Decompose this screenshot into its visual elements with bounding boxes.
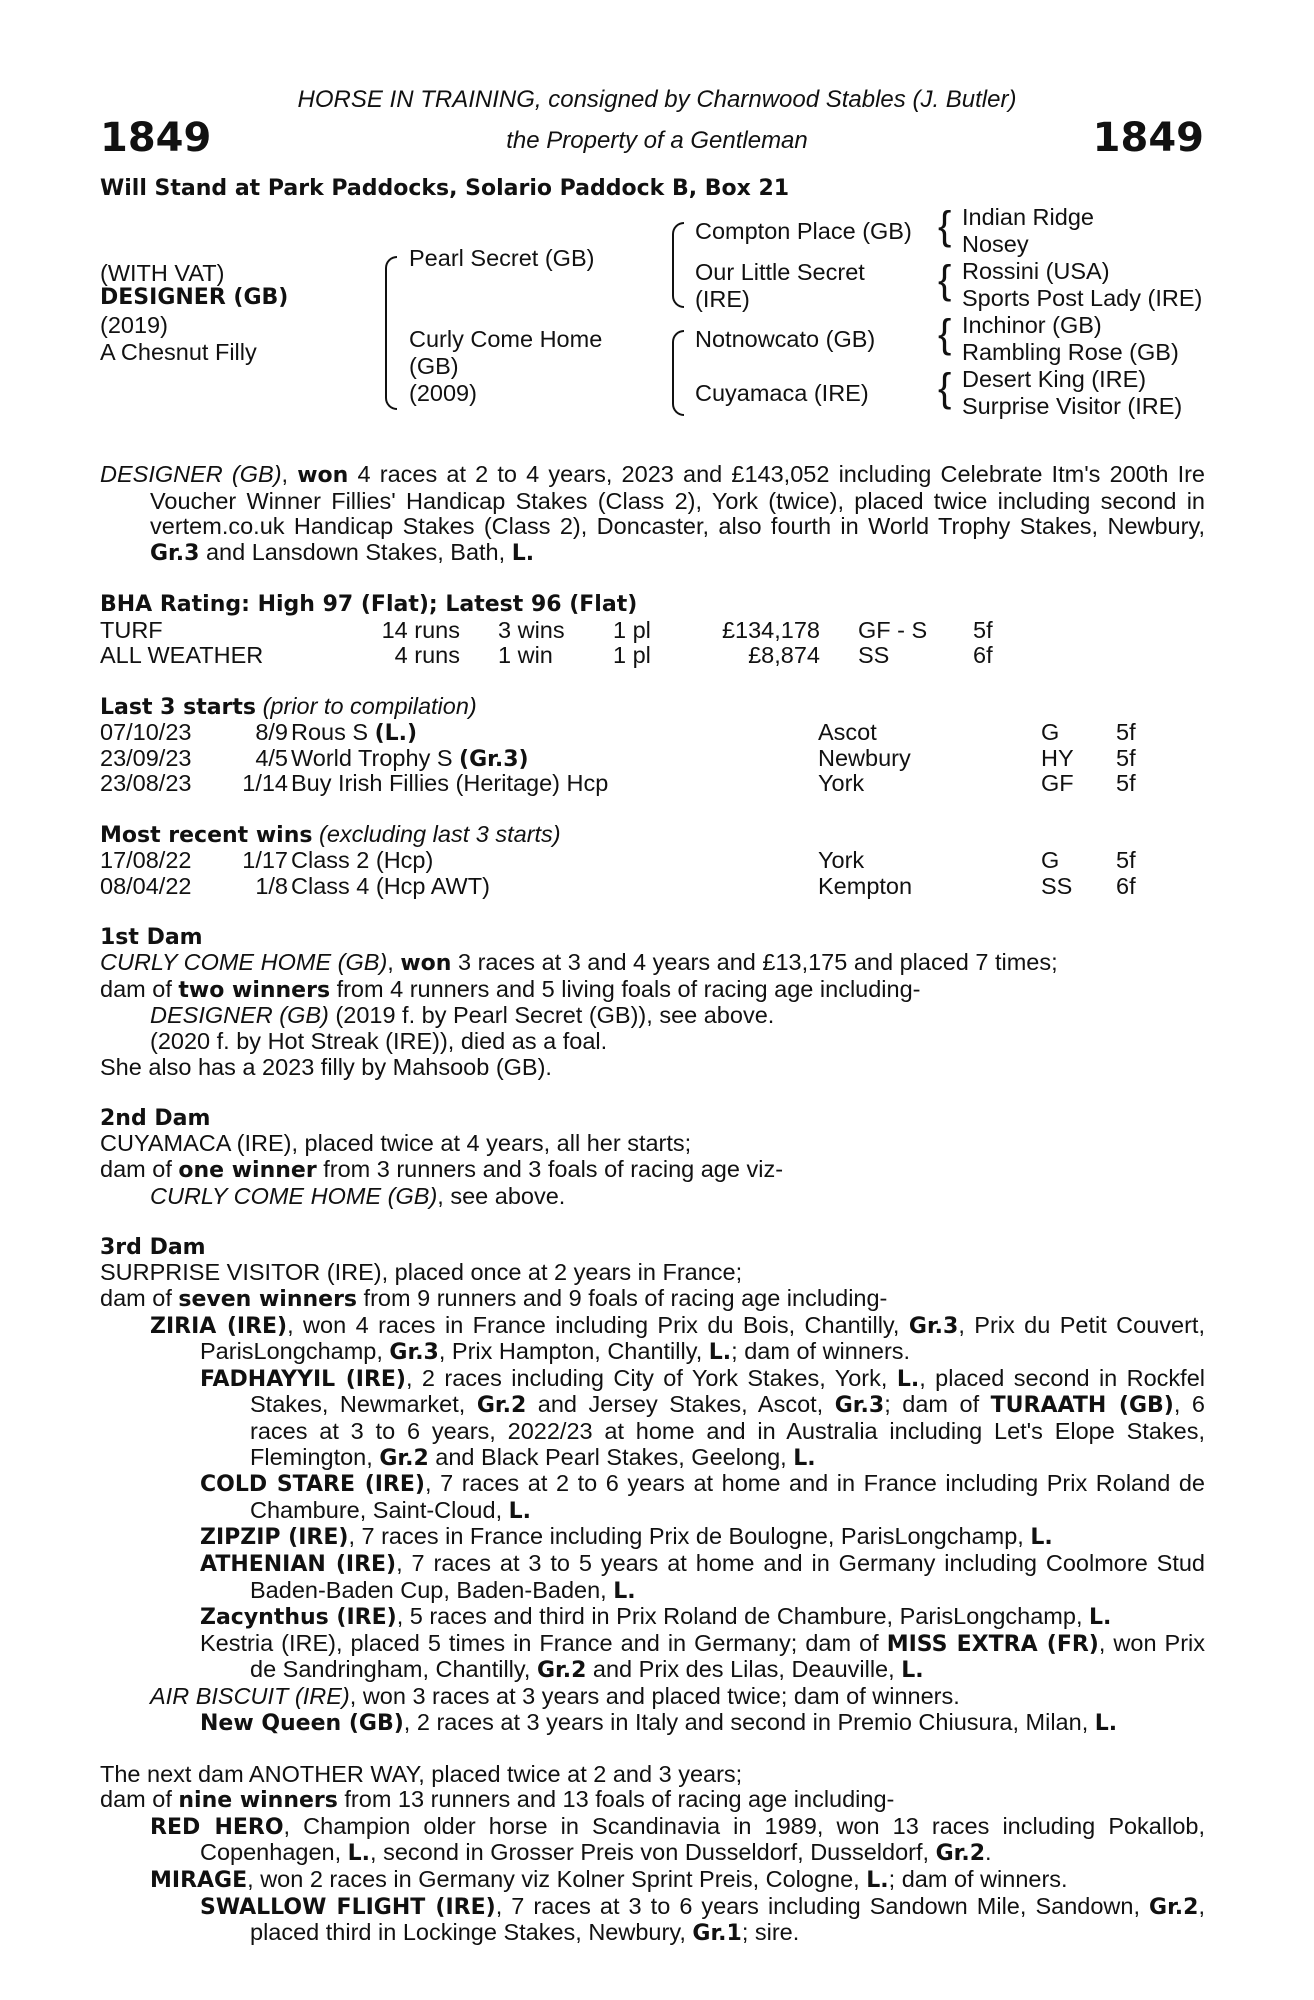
race-row — [100, 771, 1205, 797]
produce-text: , 7 races at 2 to 6 years at home and in France including Prix Roland de Chambure, Saint-Cloud, — [250, 1470, 1205, 1523]
produce-name: ZIRIA (IRE) — [150, 1313, 288, 1339]
pedigree — [0, 0, 1314, 430]
produce-text: , 2 races at 3 years in Italy and second in Premio Chiusura, Milan, — [403, 1708, 1095, 1735]
race-row — [100, 746, 1205, 772]
win-row — [100, 874, 1205, 900]
first-dam-also: She also has a 2023 filly by Mahsoob (GB). — [100, 1053, 552, 1080]
bha-surface: ALL WEATHER — [100, 642, 264, 669]
win-course: Kempton — [818, 872, 913, 899]
grade: L. — [508, 1498, 532, 1524]
produce-text: , won 4 races in France including Prix du Bois, Chantilly, — [287, 1311, 909, 1338]
win-race: Class 2 (Hcp) — [291, 846, 434, 873]
first-dam-section — [100, 925, 1205, 1081]
produce-text: , placed second in Rockfel Stakes, Newmarket, — [250, 1364, 1205, 1418]
next-dam-produce-text: from 13 runners and 13 foals of racing age including- — [337, 1786, 895, 1813]
race-position: 8/9 — [255, 718, 288, 745]
produce-text: , won 2 races in Germany viz Kolner Sprint Preis, Cologne, — [247, 1866, 867, 1893]
grade: Gr.2 — [1149, 1894, 1199, 1920]
produce-name: SWALLOW FLIGHT (IRE) — [200, 1894, 496, 1920]
next-dam-produce-line — [100, 1787, 1205, 1814]
summary-listed: L. — [511, 540, 535, 566]
second-dam-section — [100, 1106, 1205, 1209]
produce-name: DESIGNER (GB) — [150, 1002, 329, 1029]
gen3-6: Rambling Rose (GB) — [962, 339, 1179, 365]
brace-1: { — [938, 204, 952, 248]
gen3-4: Sports Post Lady (IRE) — [962, 285, 1203, 311]
bha-section — [100, 592, 1205, 669]
brace-4: { — [938, 366, 952, 410]
produce-text: . — [985, 1839, 992, 1866]
sire-dam-1: Our Little Secret — [695, 259, 865, 285]
race-grade: (Gr.3) — [459, 746, 529, 772]
produce-item — [100, 1524, 1205, 1551]
bha-places: 1 pl — [613, 642, 651, 669]
horse-desc: A Chesnut Filly — [100, 339, 257, 365]
stand-location: Will Stand at Park Paddocks, Solario Paddock B, Box 21 — [100, 176, 790, 201]
grade: Gr.3 — [834, 1393, 885, 1419]
third-dam-line: SURPRISE VISITOR (IRE), placed once at 2 years in France; — [100, 1259, 743, 1286]
summary-paragraph — [100, 462, 1205, 566]
produce-name: RED HERO — [150, 1814, 284, 1840]
produce-text: , 7 races at 3 to 5 years at home and in Germany including Coolmore Stud Baden-Baden Cup, Baden-Baden, — [250, 1549, 1206, 1603]
bha-prize: £8,874 — [748, 642, 820, 669]
vat-label: (WITH VAT) — [100, 260, 225, 286]
first-dam-produce-text: from 4 runners and 5 living foals of racing age including- — [330, 975, 921, 1002]
last3-heading — [100, 694, 1205, 720]
grade: L. — [347, 1841, 371, 1867]
grade: Gr.1 — [692, 1921, 742, 1947]
first-dam-title: 1st Dam — [100, 924, 203, 950]
race-date: 23/08/23 — [100, 770, 192, 797]
next-dam-line: The next dam ANOTHER WAY, placed twice at 2 and 3 years; — [100, 1760, 743, 1787]
race-name — [291, 720, 417, 747]
first-dam-won: won — [400, 951, 452, 977]
gen3-8: Surprise Visitor (IRE) — [962, 393, 1183, 419]
produce-text: , 6 races at 3 to 6 years, 2022/23 at home and in Australia including Let's Elope Stakes, Flemington, — [250, 1391, 1205, 1470]
race-date: 07/10/23 — [100, 718, 192, 745]
dam-dam: Cuyamaca (IRE) — [695, 380, 869, 406]
gen3-5: Inchinor (GB) — [962, 312, 1102, 338]
produce-text: and Prix des Lilas, Deauville, — [586, 1656, 902, 1683]
lot-number-left: 1849 — [100, 115, 212, 161]
grade: L. — [896, 1366, 920, 1392]
consignor-line: HORSE IN TRAINING, consigned by Charnwood Stables (J. Butler) — [297, 86, 1017, 113]
grade: L. — [613, 1578, 636, 1604]
dam-line-2: (GB) — [409, 353, 459, 379]
produce-item — [100, 1184, 1205, 1210]
win-date: 08/04/22 — [100, 872, 192, 899]
sire-sire: Compton Place (GB) — [695, 218, 912, 244]
grade: L. — [1094, 1710, 1118, 1736]
race-distance: 5f — [1116, 770, 1136, 797]
produce-text: , 5 races and third in Prix Roland de Chambure, ParisLongchamp, — [396, 1603, 1090, 1630]
win-position: 1/17 — [242, 846, 288, 873]
produce-item — [100, 1631, 1205, 1684]
dam-of-label: dam of — [100, 1786, 179, 1813]
gen3-1: Indian Ridge — [962, 204, 1094, 230]
first-dam-produce-line — [100, 977, 1205, 1004]
horse-name: DESIGNER (GB) — [100, 285, 289, 310]
grade: Gr.3 — [908, 1313, 959, 1339]
second-dam-title: 2nd Dam — [100, 1105, 211, 1131]
produce-text: , second in Grosser Preis von Dusseldorf, Dusseldorf, — [370, 1839, 936, 1866]
recent-wins-section — [100, 822, 1205, 899]
produce-item — [100, 1604, 1205, 1631]
bha-distance: 6f — [973, 642, 993, 669]
grade: Gr.2 — [935, 1841, 986, 1867]
race-going: GF — [1041, 770, 1074, 797]
grade: L. — [1030, 1525, 1053, 1551]
bha-wins: 3 wins — [498, 616, 565, 643]
last3-section — [100, 694, 1205, 796]
summary-gr3: Gr.3 — [150, 540, 200, 566]
produce-name: FADHAYYIL (IRE) — [200, 1366, 406, 1392]
recent-note: (excluding last 3 starts) — [319, 821, 561, 848]
dam-of-label: dam of — [100, 1156, 179, 1183]
produce-text: ; dam of — [884, 1391, 991, 1418]
win-going: G — [1041, 846, 1060, 873]
third-dam-winners: seven winners — [178, 1287, 358, 1312]
dam-line-1: Curly Come Home — [409, 326, 603, 352]
bha-going: SS — [858, 642, 890, 669]
bha-row — [100, 643, 1205, 669]
third-dam-produce-text: from 9 runners and 9 foals of racing age including- — [357, 1285, 888, 1311]
produce-text: , see above. — [437, 1182, 566, 1209]
race-going: HY — [1041, 744, 1074, 771]
race-date: 23/09/23 — [100, 744, 192, 771]
produce-item — [100, 1867, 1205, 1894]
race-distance: 5f — [1116, 718, 1136, 745]
produce-name: AIR BISCUIT (IRE) — [150, 1682, 350, 1709]
produce-name: CURLY COME HOME (GB) — [150, 1182, 438, 1209]
third-dam-title: 3rd Dam — [100, 1234, 206, 1260]
gen3-3: Rossini (USA) — [962, 258, 1110, 284]
summary-won: , — [281, 461, 298, 487]
bha-places: 1 pl — [613, 616, 651, 643]
win-position: 1/8 — [255, 872, 288, 899]
grade: Gr.2 — [476, 1393, 527, 1419]
dam-line-3: (2009) — [409, 380, 477, 406]
produce-text: , Prix du Petit Couvert, ParisLongchamp, — [200, 1311, 1205, 1365]
race-course: York — [818, 770, 865, 797]
produce-text: and Black Pearl Stakes, Geelong, — [428, 1443, 794, 1470]
horse-year: (2019) — [100, 312, 168, 338]
grade: L. — [1089, 1605, 1112, 1631]
first-dam-line: CURLY COME HOME (GB), won 3 races at 3 and 4 years and £13,175 and placed 7 times; — [100, 949, 1058, 977]
bha-row — [100, 618, 1205, 644]
win-date: 17/08/22 — [100, 846, 192, 873]
bha-wins: 1 win — [498, 642, 553, 669]
gen3-2: Nosey — [962, 231, 1029, 257]
dam-of-label: dam of — [100, 1285, 179, 1311]
bha-title: BHA Rating: High 97 (Flat); Latest 96 (Flat) — [100, 591, 638, 617]
produce-name: Zacynthus (IRE) — [200, 1605, 397, 1631]
produce-text: and Jersey Stakes, Ascot, — [526, 1391, 835, 1418]
first-dam-name: CURLY COME HOME (GB) — [100, 949, 388, 976]
grade: L. — [866, 1868, 889, 1894]
brace-2: { — [938, 258, 952, 302]
win-row — [100, 848, 1205, 874]
first-dam-winners: two winners — [178, 977, 331, 1003]
produce-text: , Champion older horse in Scandinavia in 1989, won 13 races including Pokallob, Copenhagen, — [200, 1812, 1205, 1866]
produce-name: New Queen (GB) — [200, 1710, 404, 1736]
race-row — [100, 720, 1205, 746]
summary-text-1: 4 races at 2 to 4 years, 2023 and £143,052 including Celebrate Itm's 200th Ire Voucher Winner Fillies' Handicap Stakes (Class 2), York (twice), placed twice including second in vertem.co.uk Handicap Stakes (Class 2), Doncaster, also fourth in World Trophy Stakes, Newbury, — [150, 461, 1206, 540]
property-line: the Property of a Gentleman — [506, 127, 808, 154]
dam-sire: Notnowcato (GB) — [695, 326, 876, 352]
catalogue-body — [100, 462, 1205, 1947]
produce-item: (2020 f. by Hot Streak (IRE)), died as a foal. — [150, 1028, 608, 1055]
produce-text: , 7 races at 3 to 6 years including Sandown Mile, Sandown, — [495, 1892, 1150, 1919]
produce-name: ZIPZIP (IRE) — [200, 1525, 349, 1551]
gen3-7: Desert King (IRE) — [962, 366, 1147, 392]
race-grade: (L.) — [374, 720, 418, 746]
produce-name: COLD STARE (IRE) — [200, 1472, 425, 1498]
win-race: Class 4 (Hcp AWT) — [291, 872, 490, 899]
race-position: 1/14 — [242, 770, 288, 797]
race-course: Newbury — [818, 744, 911, 771]
produce-text: ; dam of winners. — [731, 1338, 911, 1365]
race-distance: 5f — [1116, 744, 1136, 771]
produce-text: , 7 races in France including Prix de Boulogne, ParisLongchamp, — [348, 1523, 1031, 1550]
bha-going: GF - S — [858, 616, 928, 643]
bracket-1 — [385, 256, 397, 410]
bha-surface: TURF — [100, 616, 163, 643]
second-dam-produce-text: from 3 runners and 3 foals of racing age viz- — [316, 1156, 784, 1183]
bha-runs: 4 runs — [394, 642, 460, 669]
last3-note: (prior to compilation) — [262, 693, 477, 720]
produce-text: ; dam of winners. — [888, 1866, 1068, 1893]
win-distance: 5f — [1116, 846, 1136, 873]
recent-title: Most recent wins — [100, 823, 313, 849]
brace-3: { — [938, 312, 952, 356]
third-dam-produce-line — [100, 1286, 1205, 1313]
race-name-text: Rous S — [291, 718, 375, 745]
last3-title: Last 3 starts — [100, 695, 257, 721]
grade: Gr.2 — [379, 1445, 429, 1471]
produce-text: ; sire. — [741, 1919, 800, 1946]
produce-item — [100, 1894, 1205, 1947]
bha-distance: 5f — [973, 616, 993, 643]
produce-text: (2019 f. by Pearl Secret (GB)), see above. — [328, 1002, 775, 1029]
next-dam-section — [100, 1762, 1205, 1947]
race-name — [291, 746, 529, 773]
produce-name: TURAATH (GB) — [990, 1393, 1174, 1419]
produce-item — [100, 1684, 1205, 1710]
produce-name: MISS EXTRA (FR) — [886, 1631, 1099, 1657]
sire-dam-2: (IRE) — [695, 286, 750, 312]
bracket-2b — [672, 330, 684, 416]
produce-text: , won Prix de Sandringham, Chantilly, — [250, 1629, 1206, 1683]
race-name-text: Buy Irish Fillies (Heritage) Hcp — [291, 770, 609, 797]
race-going: G — [1041, 718, 1060, 745]
recent-heading — [100, 822, 1205, 848]
third-dam-section — [100, 1235, 1205, 1736]
grade: L. — [793, 1445, 816, 1471]
first-dam-text: 3 races at 3 and 4 years and £13,175 and placed 7 times; — [451, 949, 1058, 976]
grade: L. — [708, 1340, 732, 1366]
produce-item — [100, 1313, 1205, 1366]
race-name — [291, 771, 608, 798]
produce-text: , Prix Hampton, Chantilly, — [438, 1338, 709, 1365]
bracket-2a — [672, 222, 684, 308]
win-distance: 6f — [1116, 872, 1136, 899]
produce-item — [100, 1814, 1205, 1867]
dam-of-label: dam of — [100, 975, 179, 1002]
summary-name: DESIGNER (GB) — [100, 461, 282, 487]
grade: L. — [901, 1658, 924, 1684]
second-dam-winners: one winner — [178, 1158, 317, 1184]
next-dam-winners: nine winners — [178, 1788, 338, 1814]
produce-item — [100, 1366, 1205, 1471]
produce-text: , 2 races including City of York Stakes, York, — [405, 1364, 897, 1391]
produce-name: MIRAGE — [150, 1868, 248, 1894]
grade: Gr.2 — [536, 1658, 587, 1684]
summary-text-2: and Lansdown Stakes, Bath, — [199, 538, 512, 565]
lot-number-right: 1849 — [1092, 115, 1204, 161]
grade: Gr.3 — [389, 1340, 439, 1366]
bha-prize: £134,178 — [721, 616, 820, 643]
produce-name: ATHENIAN (IRE) — [200, 1551, 397, 1577]
second-dam-produce-line — [100, 1157, 1205, 1184]
race-course: Ascot — [818, 718, 877, 745]
second-dam-line: CUYAMACA (IRE), placed twice at 4 years, all her starts; — [100, 1130, 692, 1157]
produce-item — [100, 1551, 1205, 1604]
produce-text: , won 3 races at 3 years and placed twice; dam of winners. — [349, 1682, 960, 1709]
produce-text: , placed third in Lockinge Stakes, Newbury, — [250, 1892, 1205, 1946]
produce-text: Kestria (IRE), placed 5 times in France and in Germany; dam of — [200, 1629, 887, 1656]
win-course: York — [818, 846, 865, 873]
summary-won-label: won — [297, 463, 349, 488]
race-position: 4/5 — [255, 744, 288, 771]
win-going: SS — [1041, 872, 1073, 899]
produce-item — [100, 1710, 1205, 1737]
race-name-text: World Trophy S — [291, 744, 460, 771]
produce-item — [100, 1003, 1205, 1029]
sire: Pearl Secret (GB) — [409, 245, 595, 271]
bha-runs: 14 runs — [381, 616, 460, 643]
produce-item — [100, 1471, 1205, 1524]
